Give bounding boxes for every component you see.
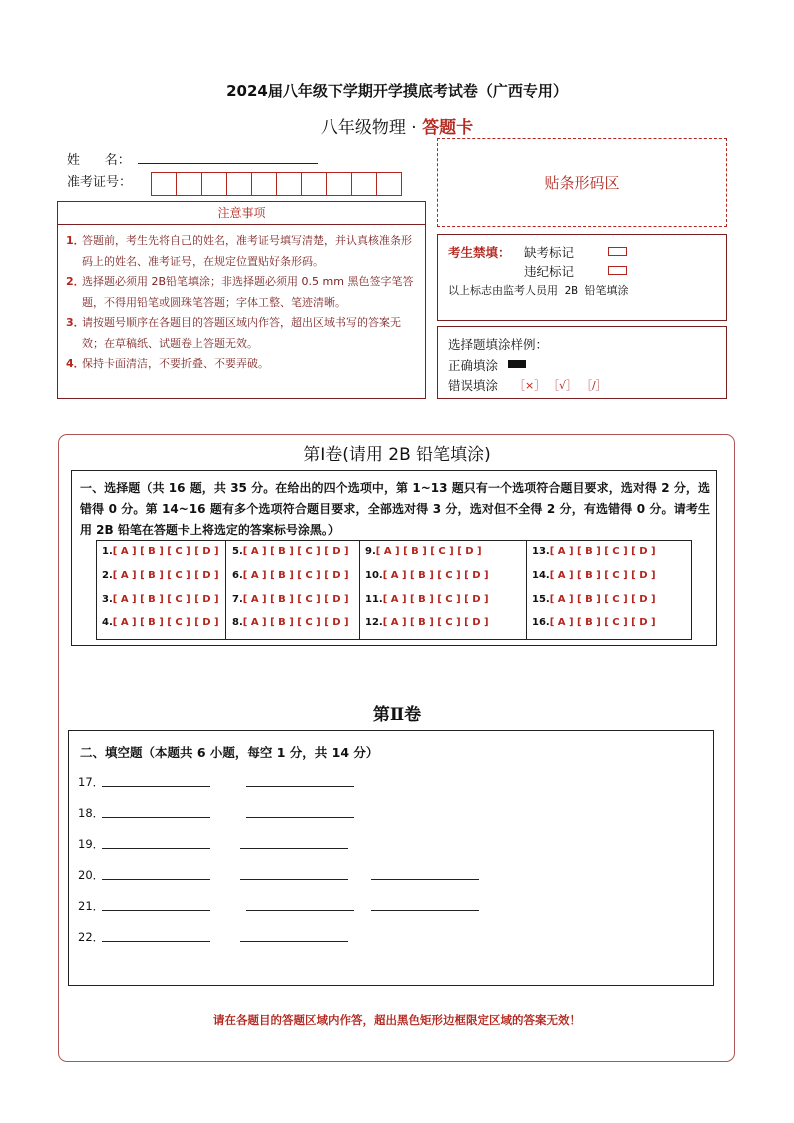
choice-question-number: 16.	[532, 617, 550, 628]
choice-question[interactable]	[365, 546, 482, 557]
fill-question-number: 17．	[78, 775, 105, 789]
choice-options[interactable]: [ A ] [ B ] [ C ] [ D ]	[242, 570, 349, 581]
notice-list	[58, 225, 425, 375]
choice-options[interactable]: [ A ] [ B ] [ C ] [ D ]	[382, 617, 489, 628]
footer-warning: 请在各题目的答题区域内作答，超出黑色矩形边框限定区域的答案无效！	[213, 1013, 581, 1027]
fill-blank-title: 二、填空题（本题共 6 小题，每空 1 分，共 14 分）	[80, 745, 379, 760]
choice-question-number: 12.	[365, 617, 383, 628]
choice-question-number: 3.	[102, 594, 113, 605]
choice-options[interactable]: [ A ] [ B ] [ C ] [ D ]	[112, 570, 219, 581]
fill-sample-box	[437, 326, 727, 399]
violation-label: 违纪标记	[524, 264, 575, 279]
name-label: 姓 名：	[67, 153, 131, 168]
fill-blank-line[interactable]	[102, 817, 210, 818]
notice-item	[66, 272, 417, 313]
choice-options[interactable]: [ A ] [ B ] [ C ] [ D ]	[382, 570, 489, 581]
choice-options[interactable]: [ A ] [ B ] [ C ] [ D ]	[549, 570, 656, 581]
ticket-digit-box[interactable]	[276, 172, 302, 196]
notice-text: 请按题号顺序在各题目的答题区域内作答，超出区域书写的答案无效；在草稿纸、试题卷上答题无效。	[82, 316, 401, 350]
forbidden-note: 以上标志由监考人员用 2B 铅笔填涂	[448, 284, 629, 297]
correct-fill-sample	[508, 360, 526, 368]
subtitle-subject: 八年级物理 ·	[320, 118, 423, 138]
choice-question[interactable]	[365, 617, 489, 628]
choice-options[interactable]: [ A ] [ B ] [ C ] [ D ]	[549, 546, 656, 557]
choice-options[interactable]: [ A ] [ B ] [ C ] [ D ]	[112, 546, 219, 557]
choice-question[interactable]	[102, 570, 219, 581]
ticket-digit-box[interactable]	[251, 172, 277, 196]
multiple-choice-instructions: 一、选择题（共 16 题，共 35 分。在给出的四个选项中，第 1~13 题只有一个选项符合题目要求，选对得 2 分，选错得 0 分。第 14~16 题有多个选项符合题目要求，全部选对得 3 分，选对但不全得 2 分，有选错得 0 分。请考生用 2B 铅笔在答题卡上将选定的答案标号涂黑。）	[80, 481, 710, 537]
wrong-mark-slash: ［/］	[581, 379, 607, 392]
choice-options[interactable]: [ A ] [ B ] [ C ] [ D ]	[242, 546, 349, 557]
choice-question-number: 2.	[102, 570, 113, 581]
forbidden-box	[437, 234, 727, 321]
part1-title: 第Ⅰ卷(请用 2B 铅笔填涂)	[303, 445, 491, 465]
fill-question-number: 19．	[78, 837, 105, 851]
forbidden-label: 考生禁填：	[448, 245, 511, 260]
ticket-digit-box[interactable]	[176, 172, 202, 196]
absent-mark-box[interactable]	[608, 247, 627, 256]
choice-question-number: 9.	[365, 546, 376, 557]
fill-blank-line[interactable]	[102, 910, 210, 911]
notice-text: 保持卡面清洁，不要折叠、不要弄破。	[82, 357, 269, 370]
absent-label: 缺考标记	[524, 245, 575, 260]
ticket-digit-box[interactable]	[226, 172, 252, 196]
ticket-number-label: 准考证号：	[67, 175, 133, 190]
choice-question-number: 5.	[232, 546, 243, 557]
choice-question-number: 10.	[365, 570, 383, 581]
wrong-fill-label: 错误填涂	[448, 378, 499, 393]
ticket-digit-box[interactable]	[351, 172, 377, 196]
fill-blank-line[interactable]	[102, 879, 210, 880]
fill-question-number: 20．	[78, 868, 105, 882]
choice-question[interactable]	[232, 570, 349, 581]
fill-blank-box	[68, 730, 714, 986]
choice-question[interactable]	[102, 546, 219, 557]
notice-num: 1．	[66, 234, 85, 247]
correct-fill-label: 正确填涂	[448, 358, 499, 373]
ticket-digit-box[interactable]	[376, 172, 402, 196]
choice-question[interactable]	[232, 546, 349, 557]
notice-title: 注意事项	[58, 202, 425, 225]
choice-question-number: 4.	[102, 617, 113, 628]
choice-question-number: 15.	[532, 594, 550, 605]
fill-blank-line[interactable]	[240, 941, 348, 942]
fill-blank-line[interactable]	[371, 910, 479, 911]
choice-question[interactable]	[532, 570, 656, 581]
notice-text: 选择题必须用 2B铅笔填涂；非选择题必须用 0.5 mm 黑色签字笔答题，不得用铅笔或圆珠笔答题；字体工整、笔迹清晰。	[82, 275, 414, 309]
fill-blank-line[interactable]	[240, 879, 348, 880]
choice-options[interactable]: [ A ] [ B ] [ C ] [ D ]	[549, 617, 656, 628]
violation-mark-box[interactable]	[608, 266, 627, 275]
choice-question[interactable]	[365, 570, 489, 581]
grid-divider	[359, 540, 360, 640]
grid-divider	[225, 540, 226, 640]
ticket-digit-box[interactable]	[151, 172, 177, 196]
choice-question-number: 8.	[232, 617, 243, 628]
fill-blank-line[interactable]	[102, 786, 210, 787]
choice-question[interactable]	[102, 617, 219, 628]
ticket-digit-box[interactable]	[301, 172, 327, 196]
name-field[interactable]	[138, 163, 318, 164]
wrong-mark-x: ［×］	[514, 379, 546, 392]
choice-question[interactable]	[365, 594, 489, 605]
choice-question-number: 1.	[102, 546, 113, 557]
fill-blank-line[interactable]	[246, 817, 354, 818]
notice-num: 3．	[66, 316, 85, 329]
choice-options[interactable]: [ A ] [ B ] [ C ] [ D ]	[382, 594, 489, 605]
notice-item	[66, 313, 417, 354]
choice-options[interactable]: [ A ] [ B ] [ C ] [ D ]	[375, 546, 482, 557]
ticket-digit-box[interactable]	[201, 172, 227, 196]
choice-options[interactable]: [ A ] [ B ] [ C ] [ D ]	[112, 617, 219, 628]
choice-question-number: 11.	[365, 594, 383, 605]
choice-options[interactable]: [ A ] [ B ] [ C ] [ D ]	[549, 594, 656, 605]
part2-title: 第Ⅱ卷	[372, 705, 422, 725]
fill-blank-line[interactable]	[102, 848, 210, 849]
choice-question-number: 6.	[232, 570, 243, 581]
choice-question[interactable]	[532, 617, 656, 628]
fill-blank-line[interactable]	[246, 786, 354, 787]
ticket-digit-box[interactable]	[326, 172, 352, 196]
notice-text: 答题前，考生先将自己的姓名，准考证号填写清楚，并认真核准条形码上的姓名、准考证号，在规定位置贴好条形码。	[82, 234, 412, 268]
choice-question[interactable]	[232, 617, 349, 628]
choice-options[interactable]: [ A ] [ B ] [ C ] [ D ]	[242, 594, 349, 605]
notice-item	[66, 354, 417, 375]
exam-title: 2024届八年级下学期开学摸底考试卷（广西专用）	[226, 82, 568, 100]
choice-question[interactable]	[232, 594, 349, 605]
barcode-area: 贴条形码区	[437, 138, 727, 227]
choice-question[interactable]	[102, 594, 219, 605]
fill-blank-line[interactable]	[102, 941, 210, 942]
notice-box	[57, 201, 426, 399]
choice-question[interactable]	[532, 546, 656, 557]
notice-num: 2．	[66, 275, 85, 288]
choice-options[interactable]: [ A ] [ B ] [ C ] [ D ]	[112, 594, 219, 605]
card-subtitle	[0, 113, 794, 138]
notice-item	[66, 231, 417, 272]
fill-question-number: 18．	[78, 806, 105, 820]
choice-options[interactable]: [ A ] [ B ] [ C ] [ D ]	[242, 617, 349, 628]
wrong-mark-check: ［√］	[548, 379, 578, 392]
fill-blank-line[interactable]	[371, 879, 479, 880]
choice-question-number: 13.	[532, 546, 550, 557]
notice-num: 4．	[66, 357, 85, 370]
ticket-number-boxes[interactable]	[151, 172, 401, 196]
grid-divider	[526, 540, 527, 640]
sample-title: 选择题填涂样例：	[448, 337, 549, 352]
choice-question[interactable]	[532, 594, 656, 605]
fill-question-number: 22．	[78, 930, 105, 944]
fill-blank-line[interactable]	[240, 848, 348, 849]
choice-question-number: 14.	[532, 570, 550, 581]
fill-question-number: 21．	[78, 899, 105, 913]
subtitle-answer-card: 答题卡	[422, 118, 474, 138]
fill-blank-line[interactable]	[246, 910, 354, 911]
choice-question-number: 7.	[232, 594, 243, 605]
